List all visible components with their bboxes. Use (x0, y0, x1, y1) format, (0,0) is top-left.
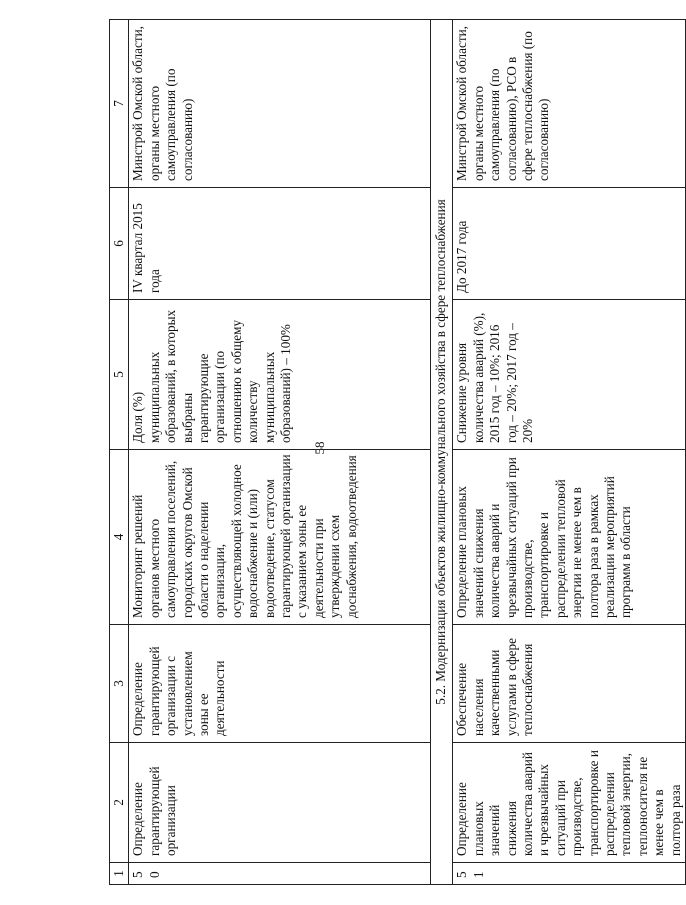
measure-description: Определение плановых значений снижения количества аварий и чрезвычайных ситуаций при производстве, транспортировке и распределении тепловой энергии не менее чем в полтора раза в рамках реализации мероприятий программ в области (453, 450, 686, 625)
measure-name: Определение плановых значений снижения количества аварий и чрезвычайных ситуаций при производстве, транспортировке и распределении тепловой энергии, теплоносителя не менее чем в полтора раза (453, 743, 686, 863)
header-cell-5: 5 (110, 300, 129, 450)
header-cell-4: 4 (110, 450, 129, 625)
row-number: 51 (453, 863, 686, 885)
measure-indicator: Снижение уровня количества аварий (%), 2015 год – 10%; 2016 год – 20%; 2017 год – 20% (453, 300, 686, 450)
measure-deadline: IV квартал 2015 года (129, 188, 431, 300)
measure-goal: Определение гарантирующей организации с установлением зоны ее деятельности (129, 625, 431, 743)
measure-name: Определение гарантирующей организации (129, 743, 431, 863)
header-cell-3: 3 (110, 625, 129, 743)
header-cell-2: 2 (110, 743, 129, 863)
measures-table (109, 19, 686, 885)
section-title: 5.2. Модернизация объектов жилищно-коммунального хозяйства в сфере теплоснабжения (431, 20, 453, 885)
measure-responsible: Минстрой Омской области, органы местного самоуправления (по согласованию) (129, 20, 431, 188)
measure-indicator: Доля (%) муниципальных образований, в которых выбраны гарантирующие организации (по отношению к общему количеству муниципальных образований) – 100% (129, 300, 431, 450)
measure-responsible: Минстрой Омской области, органы местного самоуправления (по согласованию), РСО в сфере теплоснабжения (по согласованию) (453, 20, 686, 188)
table-row-50 (129, 20, 431, 885)
header-cell-6: 6 (110, 188, 129, 300)
row-number: 50 (129, 863, 431, 885)
table-row-51 (453, 20, 686, 885)
section-row (431, 20, 453, 885)
header-cell-1: 1 (110, 863, 129, 885)
rotated-table-container (109, 20, 683, 885)
measure-goal: Обеспечение населения качественными услугами в сфере теплоснабжения (453, 625, 686, 743)
measure-description: Мониторинг решений органов местного самоуправления поселений, городских округов Омской области о наделении организации, осуществляющей холодное водоснабжение и (или) водоотведение, статусом гарантирующей организации с указанием зоны ее деятельности при утверждении схем доснабжения, водоотведения (129, 450, 431, 625)
header-cell-7: 7 (110, 20, 129, 188)
header-row (110, 20, 129, 885)
page-number: 58 (312, 441, 327, 455)
measure-deadline: До 2017 года (453, 188, 686, 300)
